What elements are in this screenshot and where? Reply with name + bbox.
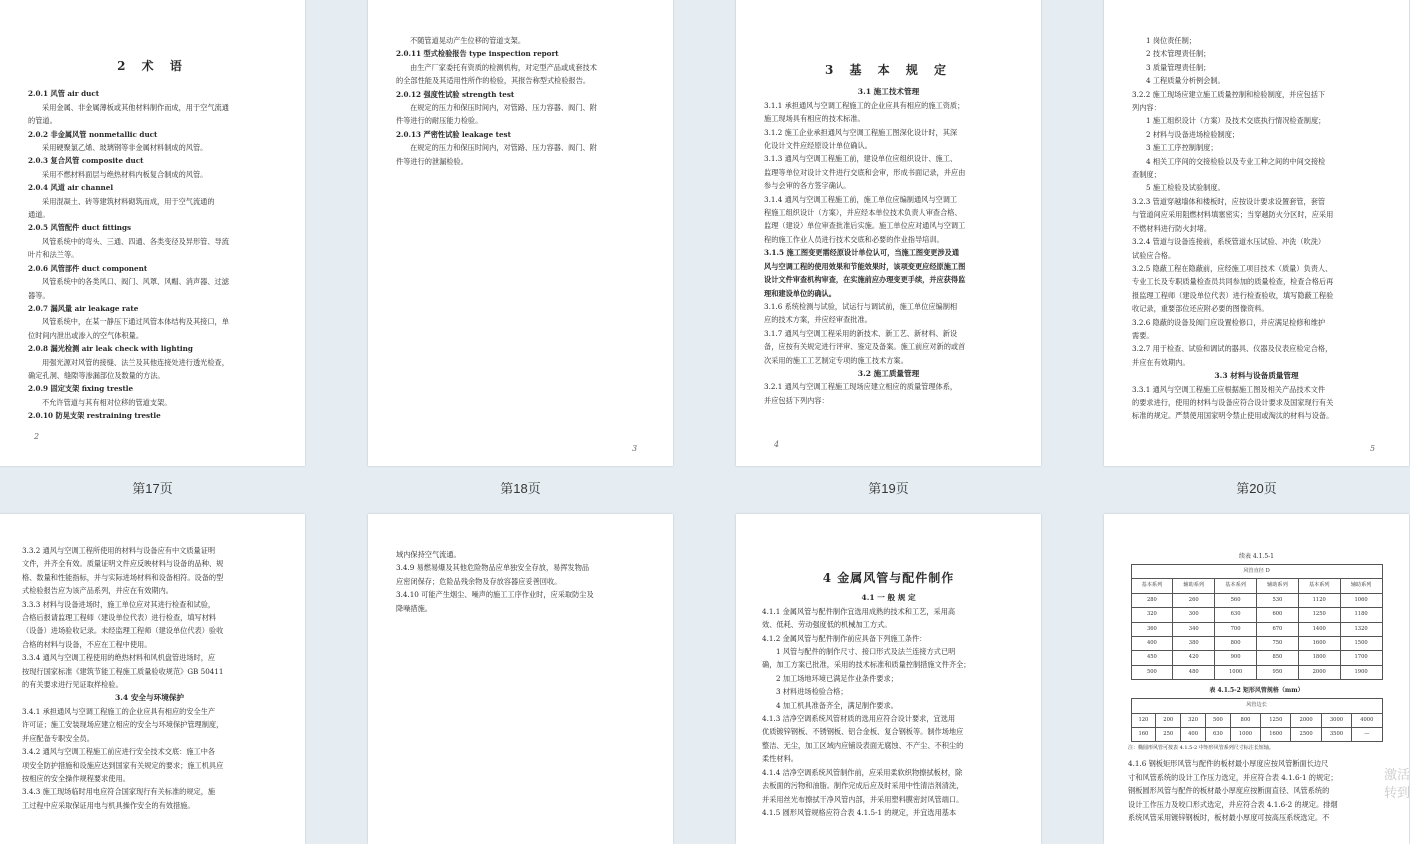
table-cell: 1800 bbox=[1298, 651, 1340, 665]
text-line: 2.0.7 漏风量 air leakage rate bbox=[28, 303, 139, 313]
text-line: 4.1.2 金属风管与配件制作前应具备下列施工条件： bbox=[762, 633, 927, 643]
table-cell: 530 bbox=[1256, 593, 1298, 607]
text-line: 1 风管与配件的制作尺寸、接口形式及法兰连接方式已明 bbox=[776, 647, 956, 657]
table-cell: 120 bbox=[1131, 713, 1156, 727]
text-line: 监理等单位对设计文件进行交底和会审，形成书面记录，并应由 bbox=[764, 167, 966, 177]
table-cell: 1060 bbox=[1340, 593, 1382, 607]
text-line: 3.2.7 用于检查、试验和调试的器具、仪器及仪表应检定合格， bbox=[1132, 344, 1333, 354]
table-cell: 250 bbox=[1156, 728, 1181, 742]
page-thumbnail-24[interactable] bbox=[1104, 514, 1409, 844]
page-lines bbox=[1128, 757, 1385, 824]
page-thumbnail-18[interactable] bbox=[368, 0, 673, 466]
table-cell: — bbox=[1352, 728, 1382, 742]
text-line: 3.1.7 通风与空调工程采用的新技术、新工艺、新材料、新设 bbox=[764, 328, 958, 338]
text-line: 1 岗位责任制； bbox=[1146, 36, 1196, 45]
table-cell: 630 bbox=[1205, 728, 1230, 742]
text-line: 2 材料与设备进场检验制度； bbox=[1146, 129, 1240, 139]
text-line: 用强光源对风管的接缝、法兰及其他连接处进行透光检查， bbox=[42, 357, 229, 367]
table-cell: 500 bbox=[1131, 665, 1173, 679]
text-line: 3.3.1 通风与空调工程施工应根据施工图及相关产品技术文件 bbox=[1132, 384, 1326, 394]
text-line: 风与空调工程的使用效果和节能效果时，该项变更应经原施工图 bbox=[764, 261, 966, 271]
page-lines bbox=[396, 34, 645, 168]
page-content bbox=[764, 64, 1013, 407]
table-row bbox=[1131, 665, 1382, 679]
text-line: 应密闭保存；危险品残余物及存放容器应妥善回收。 bbox=[396, 576, 562, 586]
table-cell: 1700 bbox=[1340, 651, 1382, 665]
text-line: 4.1.1 金属风管与配件制作宜选用成熟的技术和工艺，采用高 bbox=[762, 606, 956, 616]
text-line: 3.1.3 通风与空调工程施工前，建设单位应组织设计、施工、 bbox=[764, 154, 958, 164]
page-thumbnail-20[interactable] bbox=[1104, 0, 1409, 466]
text-line: 文件，并齐全有效。质量证明文件应反映材料与设备的品种、规 bbox=[22, 559, 224, 569]
text-line: 件等进行的泄漏检验。 bbox=[396, 156, 468, 166]
table-cell: 420 bbox=[1173, 651, 1215, 665]
text-line: 与管道间应采用阻燃材料填塞密实；当穿越防火分区时，应采用 bbox=[1132, 210, 1334, 220]
text-line: 3.1.6 系统检测与试验，试运行与调试前，施工单位应编制相 bbox=[764, 301, 958, 311]
text-line: 钢板圆形风管与配件的板材最小厚度应按断面直径、风管系统的 bbox=[1128, 786, 1330, 796]
text-line: 整洁、无尘，加工区域内应铺设表面无腐蚀、不产尘、不积尘的 bbox=[762, 740, 964, 750]
table-cell: 1000 bbox=[1215, 665, 1257, 679]
text-line: 3.4.9 易燃易爆及其他危险物品应单独安全存放，易挥发物品 bbox=[396, 563, 590, 573]
text-line: 3.3.2 通风与空调工程所使用的材料与设备应有中文质量证明 bbox=[22, 546, 216, 555]
text-line: 通道。 bbox=[28, 210, 50, 220]
text-line: 3.1.4 通风与空调工程施工前，施工单位应编制通风与空调工 bbox=[764, 194, 958, 204]
table-cell: 1500 bbox=[1340, 637, 1382, 651]
table-cell: 360 bbox=[1131, 622, 1173, 636]
text-line: 4 相关工序间的交接检验以及专业工种之间的中间交接检 bbox=[1146, 156, 1326, 166]
text-line: 报监理工程师（建设单位代表）进行检查验收，填写隐蔽工程验 bbox=[1132, 290, 1334, 300]
table-cell: 800 bbox=[1215, 637, 1257, 651]
table-cell: 1250 bbox=[1261, 713, 1291, 727]
table-group-header: 风管直径 D bbox=[1131, 565, 1382, 579]
text-line: 2.0.3 复合风管 composite duct bbox=[28, 156, 144, 166]
text-line: 1 施工组织设计（方案）及技术交底执行情况检查制度； bbox=[1146, 116, 1326, 126]
text-line: 4.1.3 洁净空调系统风管材质的选用应符合设计要求，宜选用 bbox=[762, 714, 956, 724]
text-line: 2.0.10 防晃支架 restraining trestle bbox=[28, 411, 161, 421]
text-line: 化设计文件应经原设计单位确认。 bbox=[764, 141, 872, 151]
text-line: 2.0.6 风管部件 duct component bbox=[28, 263, 148, 273]
text-line: 应的技术方案，并应经审查批准。 bbox=[764, 315, 872, 325]
table-cell: 1250 bbox=[1298, 608, 1340, 622]
text-line: 2.0.4 风道 air channel bbox=[28, 183, 114, 193]
text-line: 3.2.2 施工现场应建立施工质量控制和检验制度，并应包括下 bbox=[1132, 89, 1326, 99]
text-line: 合格后报请监理工程师（建设单位代表）进行检查，填写材料 bbox=[22, 613, 217, 623]
text-line: 3.4 安全与环境保护 bbox=[114, 693, 184, 703]
text-line: 的要求进行，使用的材料与设备应符合设计要求及国家现行有关 bbox=[1132, 397, 1334, 407]
table-cell: 800 bbox=[1230, 713, 1260, 727]
text-line: 风管系统中的各类风口、阀门、风罩、风帽、消声器、过滤 bbox=[42, 277, 229, 287]
text-line: 4 加工机具准备齐全，满足制作要求。 bbox=[776, 700, 898, 710]
table-cell: 700 bbox=[1215, 622, 1257, 636]
table-cell: 1400 bbox=[1298, 622, 1340, 636]
text-line: 3.1 施工技术管理 bbox=[857, 87, 920, 97]
text-line: 次采用的施工工艺制定专项的施工技术方案。 bbox=[764, 355, 908, 365]
table-caption: 续表 4.1.5-1 bbox=[1238, 553, 1275, 560]
text-line: 并应配备专职安全员。 bbox=[22, 733, 94, 743]
text-line: 确定孔洞、缝隙等渗漏部位及数量的方法。 bbox=[28, 370, 165, 380]
text-line: 2.0.13 严密性试验 leakage test bbox=[396, 129, 511, 139]
text-line: 3.2.4 管道与设备连接前，系统管道水压试验、冲洗（吹洗） bbox=[1132, 237, 1326, 247]
table-cell: 280 bbox=[1131, 593, 1173, 607]
page-number: 3 bbox=[632, 444, 638, 453]
text-line: 2.0.5 风管配件 duct fittings bbox=[28, 223, 132, 233]
table-cell: 320 bbox=[1181, 713, 1206, 727]
text-line: 采用金属、非金属薄板或其他材料制作而成，用于空气流通 bbox=[42, 102, 229, 112]
text-line: 的管道。 bbox=[28, 116, 57, 126]
text-line: 3.2.1 通风与空调工程施工现场应建立相应的质量管理体系， bbox=[764, 382, 958, 392]
table-rect-duct bbox=[1131, 698, 1383, 742]
text-line: 并采用丝光布擦拭干净风管内部，并采用塑料膜密封风管端口。 bbox=[762, 794, 964, 804]
table-cell: 1320 bbox=[1340, 622, 1382, 636]
text-line: 确，加工方案已批准，采用的技术标准和质量控制措施文件齐全； bbox=[762, 660, 971, 670]
table-row bbox=[1131, 651, 1382, 665]
text-line: 寸和风管系统的设计工作压力选定，并应符合表 4.1.6-1 的规定； bbox=[1128, 772, 1338, 782]
text-line: 设计工作压力及咬口形式选定，并应符合表 4.1.6-2 的规定。排烟 bbox=[1128, 799, 1338, 809]
page-thumbnail-21[interactable] bbox=[0, 514, 305, 844]
text-line: 收记录，重要部位还应附必要的图像资料。 bbox=[1132, 304, 1269, 314]
page-thumbnail-19[interactable] bbox=[736, 0, 1041, 466]
table-cell: 160 bbox=[1131, 728, 1156, 742]
table-cell: 1000 bbox=[1230, 728, 1260, 742]
text-line: 3.2.3 管道穿越墙体和楼板时，应按设计要求设置套管，套管 bbox=[1132, 196, 1326, 206]
text-line: 2.0.2 非金属风管 nonmetallic duct bbox=[28, 129, 158, 139]
text-line: 3 材料进场检验合格； bbox=[776, 687, 848, 697]
page-content bbox=[28, 60, 277, 423]
page-content bbox=[396, 548, 645, 615]
page-lines bbox=[762, 591, 1015, 819]
text-line: 采用混凝土、砖等建筑材料砌筑而成，用于空气流通的 bbox=[42, 196, 215, 206]
text-line: 风管系统中，在某一静压下通过风管本体结构及其接口，单 bbox=[42, 317, 229, 327]
text-line: 施工现场具有相应的技术标准。 bbox=[764, 114, 865, 124]
page-number: 2 bbox=[34, 432, 40, 441]
table-cell: 380 bbox=[1173, 637, 1215, 651]
text-line: 3.2.6 隐蔽的设备及阀门应设置检修口，并应满足检修和维护 bbox=[1132, 317, 1326, 327]
chapter-title: 4 金属风管与配件制作 bbox=[822, 571, 955, 585]
table-header-cell: 辅助系列 bbox=[1340, 579, 1382, 593]
text-line: 程的施工作业人员进行技术交底和必要的作业指导培训。 bbox=[764, 234, 944, 244]
table-cell: 320 bbox=[1131, 608, 1173, 622]
page-lines bbox=[764, 85, 1013, 407]
table-cell: 340 bbox=[1173, 622, 1215, 636]
text-line: 格、数量和性能指标，并与实际进场材料和设备相符。设备的型 bbox=[22, 572, 224, 582]
chapter-title: 3 基 本 规 定 bbox=[824, 63, 953, 77]
text-line: 2.0.8 漏光检测 air leak check with lighting bbox=[28, 344, 193, 354]
text-line: 2 技术管理责任制； bbox=[1146, 49, 1211, 59]
table-cell: 900 bbox=[1215, 651, 1257, 665]
page-content bbox=[1128, 552, 1385, 825]
text-line: 域内保持空气流通。 bbox=[396, 550, 461, 559]
table-cell: 3500 bbox=[1321, 728, 1351, 742]
table-header-cell: 基本系列 bbox=[1131, 579, 1173, 593]
text-line: 3.1.1 承担通风与空调工程施工的企业应具有相应的施工资质； bbox=[764, 100, 965, 110]
text-line: 程施工组织设计（方案），并应经本单位技术负责人审查合格、 bbox=[764, 208, 962, 218]
table-cell: 1180 bbox=[1340, 608, 1382, 622]
table-cell: 1900 bbox=[1340, 665, 1382, 679]
table-header-cell: 基本系列 bbox=[1298, 579, 1340, 593]
text-line: 4 工程质量分析例会制。 bbox=[1146, 76, 1225, 86]
text-line: 3.4.10 可能产生烟尘、噪声的施工工序作业时，应采取防尘及 bbox=[396, 590, 594, 600]
text-line: 采用不燃材料面层与绝热材料内板复合制成的风管。 bbox=[42, 169, 208, 179]
text-line: 5 施工检验及试验制度。 bbox=[1146, 183, 1225, 193]
text-line: 4.1.4 洁净空调系统风管制作前，应采用柔软织物擦拭板材，除 bbox=[762, 767, 963, 777]
text-line: 不允许管道与其有相对位移的管道支架。 bbox=[42, 397, 172, 407]
text-line: 4.1 一 般 规 定 bbox=[861, 593, 916, 603]
table-cell: 1600 bbox=[1261, 728, 1291, 742]
table-cell: 450 bbox=[1131, 651, 1173, 665]
page-content bbox=[762, 572, 1015, 819]
text-line: 专业工长及专职质量检查员共同参加的质量检查，检查合格后再 bbox=[1132, 277, 1334, 287]
table-cell: 1120 bbox=[1298, 593, 1340, 607]
page-number: 5 bbox=[1370, 444, 1376, 453]
text-line: 效、低耗、劳动强度低的机械加工方式。 bbox=[762, 620, 892, 630]
table-header-cell: 辅助系列 bbox=[1256, 579, 1298, 593]
page-thumbnail-23[interactable] bbox=[736, 514, 1041, 844]
text-line: 3.4.3 施工现场临时用电应符合国家现行有关标准的规定，施 bbox=[22, 787, 216, 797]
table-note: 注：椭圆形风管可按表 4.1.5-2 中矩形风管系列尺寸标注长短轴。 bbox=[1128, 745, 1274, 752]
text-line: 降噪措施。 bbox=[396, 603, 432, 613]
page-label-18[interactable]: 第18页 bbox=[500, 481, 541, 496]
page-thumbnail-17[interactable] bbox=[0, 0, 305, 466]
text-line: 2.0.1 风管 air duct bbox=[28, 89, 100, 99]
text-line: 2.0.9 固定支架 fixing trestle bbox=[28, 384, 134, 394]
page-lines bbox=[28, 87, 277, 422]
text-line: 器等。 bbox=[28, 290, 50, 300]
text-line: 3.2 施工质量管理 bbox=[857, 368, 920, 378]
text-line: 3.3.4 通风与空调工程使用的绝热材料和风机盘管进场时，应 bbox=[22, 653, 216, 663]
page-thumbnail-22[interactable] bbox=[368, 514, 673, 844]
text-line: 3.4.2 通风与空调工程施工前应进行安全技术交底：施工中各 bbox=[22, 747, 216, 757]
table-cell: 2000 bbox=[1298, 665, 1340, 679]
table-circular-duct bbox=[1131, 564, 1383, 680]
text-line: 3.3.3 材料与设备进场时，施工单位应对其进行检查和试验， bbox=[22, 599, 216, 609]
text-line: 3.1.2 施工企业承担通风与空调工程施工图深化设计时，其深 bbox=[764, 127, 958, 137]
table-caption: 表 4.1.5-2 矩形风管规格（mm） bbox=[1209, 687, 1304, 695]
text-line: 件等进行的耐压能力检验。 bbox=[396, 116, 483, 126]
table-header-cell: 辅助系列 bbox=[1173, 579, 1215, 593]
table-cell: 200 bbox=[1156, 713, 1181, 727]
text-line: 3.1.5 施工图变更需经原设计单位认可，当施工图变更涉及通 bbox=[764, 248, 960, 258]
text-line: 优质镀锌钢板、不锈钢板、铝合金板、复合钢板等。制作场地应 bbox=[762, 727, 964, 737]
chapter-title: 2 术 语 bbox=[117, 59, 188, 73]
text-line: 理和建设单位的确认。 bbox=[764, 288, 836, 298]
text-line: 设计文件审查机构审查，在实施前应办理变更手续，并应获得监 bbox=[764, 275, 966, 285]
text-line: 叶片和法兰等。 bbox=[28, 250, 79, 260]
text-line: 由生产厂家委托有资质的检测机构，对定型产品或成套技术 bbox=[410, 62, 597, 72]
table-row bbox=[1131, 593, 1382, 607]
text-line: 柔性材料。 bbox=[762, 754, 798, 764]
text-line: 系统风管采用镀锌钢板时，板材最小厚度可按高压系统选定。不 bbox=[1128, 813, 1330, 823]
text-line: 3 质量管理责任制； bbox=[1146, 62, 1211, 72]
table-cell: 2500 bbox=[1291, 728, 1321, 742]
text-line: 参与会审的各方签字确认。 bbox=[764, 181, 851, 191]
page-label-19[interactable]: 第19页 bbox=[868, 481, 909, 496]
table-cell: 400 bbox=[1131, 637, 1173, 651]
text-line: 并应包括下列内容： bbox=[764, 395, 829, 405]
page-lines bbox=[22, 544, 277, 812]
page-lines bbox=[1132, 34, 1381, 423]
page-lines bbox=[396, 548, 645, 615]
page-label-17[interactable]: 第17页 bbox=[132, 481, 173, 496]
page-content bbox=[22, 544, 277, 812]
table-row bbox=[1131, 713, 1382, 727]
text-line: 在规定的压力和保压时间内，对管路、压力容器、阀门、附 bbox=[410, 143, 597, 153]
text-line: 按现行国家标准《建筑节能工程施工质量验收规范》GB 50411 bbox=[22, 666, 224, 676]
text-line: 2.0.12 强度性试验 strength test bbox=[396, 89, 515, 99]
table-group-header: 风管边长 bbox=[1131, 699, 1382, 713]
table-header-cell: 基本系列 bbox=[1215, 579, 1257, 593]
text-line: 2 加工场地环境已满足作业条件要求； bbox=[776, 673, 898, 683]
text-line: 3.2.5 隐蔽工程在隐蔽前，应经施工项目技术（质量）负责人、 bbox=[1132, 263, 1333, 273]
table-cell: 300 bbox=[1173, 608, 1215, 622]
table-cell: 850 bbox=[1256, 651, 1298, 665]
text-line: 合格的材料与设备，不应在工程中使用。 bbox=[22, 639, 152, 649]
text-line: 4.1.6 钢板矩形风管与配件的板材最小厚度应按风管断面长边尺 bbox=[1128, 759, 1329, 769]
table-row bbox=[1131, 637, 1382, 651]
text-line: 采用硬聚氯乙烯、玻璃钢等非金属材料制成的风管。 bbox=[42, 143, 208, 153]
text-line: 不燃材料进行防火封堵。 bbox=[1132, 223, 1212, 233]
text-line: 的有关要求进行见证取样检验。 bbox=[22, 680, 123, 690]
text-line: 许可证；施工安装现场应建立相应的安全与环境保护管理制度， bbox=[22, 720, 224, 730]
table-row bbox=[1131, 608, 1382, 622]
table-cell: 480 bbox=[1173, 665, 1215, 679]
page-content bbox=[396, 34, 645, 168]
table-cell: 3000 bbox=[1321, 713, 1351, 727]
table-cell: 4000 bbox=[1352, 713, 1382, 727]
table-cell: 1600 bbox=[1298, 637, 1340, 651]
text-line: 不随管道晃动产生位移的管道支架。 bbox=[410, 36, 526, 45]
text-line: 位时间内泄出或渗入的空气体积量。 bbox=[28, 330, 144, 340]
text-line: 试验应合格。 bbox=[1132, 250, 1176, 260]
table-cell: 400 bbox=[1181, 728, 1206, 742]
table-cell: 750 bbox=[1256, 637, 1298, 651]
text-line: （设备）进场验收记录。未经监理工程师（建设单位代表）验收 bbox=[22, 626, 224, 636]
table-cell: 560 bbox=[1215, 593, 1257, 607]
page-label-20[interactable]: 第20页 bbox=[1236, 481, 1277, 496]
text-line: 3.3 材料与设备质量管理 bbox=[1214, 371, 1299, 381]
table-cell: 2000 bbox=[1291, 713, 1321, 727]
text-line: 查制度； bbox=[1132, 170, 1161, 180]
text-line: 式检验报告应为该产品系列，并应在有效期内。 bbox=[22, 586, 173, 596]
text-line: 2.0.11 型式检验报告 type inspection report bbox=[396, 49, 559, 59]
text-line: 去板面的污物和油脂。制作完成后应及时采用中性清洁剂清洗， bbox=[762, 781, 964, 791]
text-line: 并应在有效期内。 bbox=[1132, 357, 1190, 367]
table-cell: 950 bbox=[1256, 665, 1298, 679]
text-line: 4.1.5 圆形风管规格应符合表 4.1.5-1 的规定，并宜选用基本 bbox=[762, 807, 957, 817]
text-line: 的全部性能及其适用性所作的检验，其报告称型式检验报告。 bbox=[396, 76, 591, 86]
text-line: 监理（建设）单位审查批准后实施。施工单位应对通风与空调工 bbox=[764, 221, 966, 231]
text-line: 项安全防护措施和设施应达到国家有关规定的要求；施工机具应 bbox=[22, 760, 224, 770]
text-line: 风管系统中的弯头、三通、四通、各类变径及异形管、导流 bbox=[42, 236, 229, 246]
text-line: 按相应的安全操作规程要求使用。 bbox=[22, 773, 130, 783]
table-cell: 630 bbox=[1215, 608, 1257, 622]
page-number: 4 bbox=[774, 440, 780, 449]
text-line: 标准的规定。严禁使用国家明令禁止使用或淘汰的材料与设备。 bbox=[1132, 411, 1334, 421]
text-line: 3.4.1 承担通风与空调工程施工的企业应具有相应的安全生产 bbox=[22, 706, 216, 716]
text-line: 列内容： bbox=[1132, 103, 1161, 113]
page-content bbox=[1132, 34, 1381, 423]
text-line: 工过程中应采取保证用电与机具操作安全的有效措施。 bbox=[22, 800, 195, 810]
text-line: 需要。 bbox=[1132, 330, 1154, 340]
text-line: 备，应按有关规定进行评审、鉴定及备案。施工前应对新的或首 bbox=[764, 342, 966, 352]
activation-watermark: 激活 转到 bbox=[1383, 767, 1410, 800]
text-line: 3 施工工序控制制度； bbox=[1146, 143, 1218, 153]
table-cell: 500 bbox=[1205, 713, 1230, 727]
table-cell: 260 bbox=[1173, 593, 1215, 607]
table-cell: 600 bbox=[1256, 608, 1298, 622]
table-row bbox=[1131, 728, 1382, 742]
table-row bbox=[1131, 622, 1382, 636]
table-cell: 670 bbox=[1256, 622, 1298, 636]
text-line: 在规定的压力和保压时间内，对管路、压力容器、阀门、附 bbox=[410, 103, 597, 113]
